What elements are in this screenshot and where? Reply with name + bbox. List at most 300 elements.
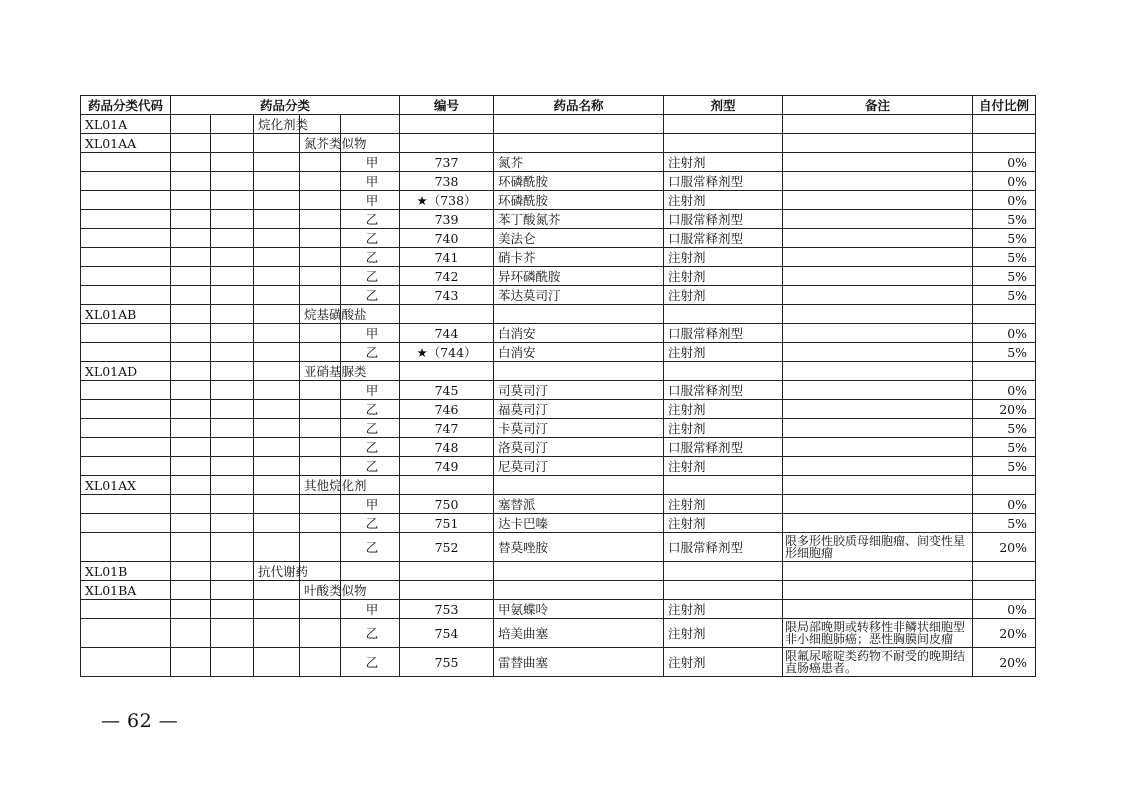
empty-cell bbox=[81, 495, 171, 514]
dosage-form: 口服常释剂型 bbox=[664, 381, 783, 400]
empty-cell bbox=[300, 438, 341, 457]
drug-note bbox=[783, 229, 973, 248]
empty-cell bbox=[783, 362, 973, 381]
category-code: XL01AB bbox=[81, 305, 171, 324]
drug-grade: 乙 bbox=[341, 267, 400, 286]
drug-number: 748 bbox=[400, 438, 494, 457]
empty-cell bbox=[211, 153, 254, 172]
empty-cell bbox=[494, 362, 664, 381]
page-number: — 62 — bbox=[101, 710, 179, 732]
dosage-form: 注射剂 bbox=[664, 514, 783, 533]
drug-name: 美法仑 bbox=[494, 229, 664, 248]
drug-row bbox=[81, 248, 1036, 267]
empty-cell bbox=[300, 419, 341, 438]
category-code: XL01AA bbox=[81, 134, 171, 153]
empty-cell bbox=[171, 533, 211, 562]
empty-cell bbox=[300, 172, 341, 191]
drug-note bbox=[783, 210, 973, 229]
self-pay-ratio: 0% bbox=[973, 324, 1036, 343]
category-code: XL01B bbox=[81, 562, 171, 581]
empty-cell bbox=[300, 153, 341, 172]
empty-cell bbox=[783, 562, 973, 581]
drug-note bbox=[783, 381, 973, 400]
empty-cell bbox=[171, 400, 211, 419]
empty-cell bbox=[300, 324, 341, 343]
drug-number: ★（738） bbox=[400, 191, 494, 210]
drug-number: 749 bbox=[400, 457, 494, 476]
empty-cell bbox=[171, 362, 211, 381]
empty-cell bbox=[81, 343, 171, 362]
drug-grade: 乙 bbox=[341, 419, 400, 438]
drug-grade: 乙 bbox=[341, 400, 400, 419]
empty-cell bbox=[171, 210, 211, 229]
dosage-form: 注射剂 bbox=[664, 343, 783, 362]
self-pay-ratio: 5% bbox=[973, 248, 1036, 267]
empty-cell bbox=[300, 600, 341, 619]
drug-name: 异环磷酰胺 bbox=[494, 267, 664, 286]
empty-cell bbox=[664, 562, 783, 581]
empty-cell bbox=[211, 562, 254, 581]
empty-cell bbox=[973, 134, 1036, 153]
empty-cell bbox=[211, 438, 254, 457]
empty-cell bbox=[81, 457, 171, 476]
drug-row bbox=[81, 210, 1036, 229]
empty-cell bbox=[341, 115, 400, 134]
empty-cell bbox=[254, 248, 300, 267]
empty-cell bbox=[211, 286, 254, 305]
drug-row bbox=[81, 324, 1036, 343]
drug-number: 755 bbox=[400, 648, 494, 677]
empty-cell bbox=[400, 476, 494, 495]
empty-cell bbox=[171, 305, 211, 324]
empty-cell bbox=[171, 172, 211, 191]
drug-row bbox=[81, 495, 1036, 514]
empty-cell bbox=[171, 648, 211, 677]
empty-cell bbox=[400, 562, 494, 581]
empty-cell bbox=[300, 248, 341, 267]
self-pay-ratio: 5% bbox=[973, 286, 1036, 305]
self-pay-ratio: 5% bbox=[973, 267, 1036, 286]
empty-cell bbox=[81, 229, 171, 248]
header-code: 药品分类代码 bbox=[81, 96, 171, 115]
empty-cell bbox=[171, 514, 211, 533]
empty-cell bbox=[81, 533, 171, 562]
drug-grade: 乙 bbox=[341, 533, 400, 562]
empty-cell bbox=[300, 381, 341, 400]
empty-cell bbox=[211, 619, 254, 648]
drug-name: 苯丁酸氮芥 bbox=[494, 210, 664, 229]
drug-number: 751 bbox=[400, 514, 494, 533]
empty-cell bbox=[81, 324, 171, 343]
empty-cell bbox=[211, 514, 254, 533]
drug-number: 740 bbox=[400, 229, 494, 248]
empty-cell bbox=[171, 134, 211, 153]
drug-grade: 乙 bbox=[341, 619, 400, 648]
empty-cell bbox=[171, 248, 211, 267]
empty-cell bbox=[81, 286, 171, 305]
drug-number: 743 bbox=[400, 286, 494, 305]
empty-cell bbox=[973, 476, 1036, 495]
self-pay-ratio: 5% bbox=[973, 419, 1036, 438]
category-name: 抗代谢药 bbox=[254, 562, 300, 581]
empty-cell bbox=[783, 305, 973, 324]
category-row bbox=[81, 562, 1036, 581]
empty-cell bbox=[171, 600, 211, 619]
drug-note bbox=[783, 343, 973, 362]
empty-cell bbox=[783, 476, 973, 495]
empty-cell bbox=[254, 153, 300, 172]
drug-name: 甲氨蝶呤 bbox=[494, 600, 664, 619]
drug-grade: 甲 bbox=[341, 191, 400, 210]
dosage-form: 口服常释剂型 bbox=[664, 229, 783, 248]
drug-name: 苯达莫司汀 bbox=[494, 286, 664, 305]
drug-row bbox=[81, 153, 1036, 172]
empty-cell bbox=[81, 619, 171, 648]
self-pay-ratio: 20% bbox=[973, 619, 1036, 648]
empty-cell bbox=[81, 172, 171, 191]
empty-cell bbox=[300, 457, 341, 476]
empty-cell bbox=[254, 514, 300, 533]
empty-cell bbox=[211, 229, 254, 248]
self-pay-ratio: 5% bbox=[973, 210, 1036, 229]
empty-cell bbox=[664, 581, 783, 600]
empty-cell bbox=[211, 381, 254, 400]
empty-cell bbox=[171, 343, 211, 362]
drug-row bbox=[81, 267, 1036, 286]
empty-cell bbox=[81, 600, 171, 619]
dosage-form: 口服常释剂型 bbox=[664, 438, 783, 457]
empty-cell bbox=[254, 419, 300, 438]
empty-cell bbox=[81, 381, 171, 400]
empty-cell bbox=[254, 457, 300, 476]
empty-cell bbox=[211, 172, 254, 191]
empty-cell bbox=[254, 619, 300, 648]
empty-cell bbox=[973, 115, 1036, 134]
empty-cell bbox=[211, 400, 254, 419]
dosage-form: 注射剂 bbox=[664, 648, 783, 677]
empty-cell bbox=[783, 134, 973, 153]
self-pay-ratio: 0% bbox=[973, 191, 1036, 210]
drug-number: 747 bbox=[400, 419, 494, 438]
empty-cell bbox=[254, 533, 300, 562]
empty-cell bbox=[300, 191, 341, 210]
drug-note bbox=[783, 457, 973, 476]
drug-name: 福莫司汀 bbox=[494, 400, 664, 419]
drug-row bbox=[81, 400, 1036, 419]
drug-row bbox=[81, 191, 1036, 210]
self-pay-ratio: 5% bbox=[973, 343, 1036, 362]
empty-cell bbox=[400, 115, 494, 134]
empty-cell bbox=[81, 648, 171, 677]
drug-grade: 乙 bbox=[341, 343, 400, 362]
empty-cell bbox=[171, 324, 211, 343]
drug-number: 742 bbox=[400, 267, 494, 286]
drug-grade: 甲 bbox=[341, 324, 400, 343]
empty-cell bbox=[171, 115, 211, 134]
empty-cell bbox=[400, 305, 494, 324]
drug-name: 培美曲塞 bbox=[494, 619, 664, 648]
dosage-form: 注射剂 bbox=[664, 191, 783, 210]
drug-row bbox=[81, 648, 1036, 677]
dosage-form: 注射剂 bbox=[664, 286, 783, 305]
drug-row bbox=[81, 286, 1036, 305]
empty-cell bbox=[973, 362, 1036, 381]
drug-name: 硝卡芥 bbox=[494, 248, 664, 267]
empty-cell bbox=[300, 533, 341, 562]
empty-cell bbox=[211, 267, 254, 286]
self-pay-ratio: 20% bbox=[973, 400, 1036, 419]
dosage-form: 注射剂 bbox=[664, 153, 783, 172]
drug-row bbox=[81, 533, 1036, 562]
drug-row bbox=[81, 419, 1036, 438]
drug-note: 限局部晚期或转移性非鳞状细胞型非小细胞肺癌；恶性胸膜间皮瘤 bbox=[783, 619, 973, 648]
empty-cell bbox=[171, 495, 211, 514]
dosage-form: 注射剂 bbox=[664, 619, 783, 648]
empty-cell bbox=[171, 191, 211, 210]
drug-grade: 甲 bbox=[341, 172, 400, 191]
category-row bbox=[81, 581, 1036, 600]
empty-cell bbox=[300, 229, 341, 248]
empty-cell bbox=[300, 514, 341, 533]
dosage-form: 注射剂 bbox=[664, 419, 783, 438]
drug-grade: 乙 bbox=[341, 248, 400, 267]
empty-cell bbox=[171, 419, 211, 438]
drug-name: 白消安 bbox=[494, 324, 664, 343]
empty-cell bbox=[664, 305, 783, 324]
empty-cell bbox=[400, 134, 494, 153]
drug-name: 替莫唑胺 bbox=[494, 533, 664, 562]
drug-grade: 乙 bbox=[341, 457, 400, 476]
table-body bbox=[81, 115, 1036, 677]
drug-number: 744 bbox=[400, 324, 494, 343]
drug-catalog-table bbox=[80, 95, 1036, 677]
category-code: XL01A bbox=[81, 115, 171, 134]
drug-note bbox=[783, 438, 973, 457]
self-pay-ratio: 0% bbox=[973, 600, 1036, 619]
empty-cell bbox=[254, 381, 300, 400]
category-code: XL01AX bbox=[81, 476, 171, 495]
empty-cell bbox=[211, 600, 254, 619]
drug-number: 750 bbox=[400, 495, 494, 514]
empty-cell bbox=[254, 600, 300, 619]
dosage-form: 口服常释剂型 bbox=[664, 210, 783, 229]
empty-cell bbox=[664, 134, 783, 153]
drug-note bbox=[783, 400, 973, 419]
empty-cell bbox=[254, 172, 300, 191]
drug-note bbox=[783, 153, 973, 172]
empty-cell bbox=[254, 191, 300, 210]
drug-row bbox=[81, 229, 1036, 248]
empty-cell bbox=[171, 457, 211, 476]
dosage-form: 口服常释剂型 bbox=[664, 324, 783, 343]
empty-cell bbox=[254, 495, 300, 514]
drug-name: 环磷酰胺 bbox=[494, 191, 664, 210]
empty-cell bbox=[783, 115, 973, 134]
dosage-form: 注射剂 bbox=[664, 457, 783, 476]
drug-name: 氮芥 bbox=[494, 153, 664, 172]
category-row bbox=[81, 305, 1036, 324]
drug-note bbox=[783, 514, 973, 533]
empty-cell bbox=[211, 191, 254, 210]
empty-cell bbox=[211, 648, 254, 677]
empty-cell bbox=[171, 619, 211, 648]
empty-cell bbox=[254, 134, 300, 153]
category-name: 烷基磺酸盐 bbox=[300, 305, 341, 324]
empty-cell bbox=[254, 324, 300, 343]
drug-number: 746 bbox=[400, 400, 494, 419]
empty-cell bbox=[341, 562, 400, 581]
self-pay-ratio: 0% bbox=[973, 153, 1036, 172]
empty-cell bbox=[171, 562, 211, 581]
category-code: XL01AD bbox=[81, 362, 171, 381]
empty-cell bbox=[211, 581, 254, 600]
drug-row bbox=[81, 172, 1036, 191]
self-pay-ratio: 0% bbox=[973, 495, 1036, 514]
drug-number: 739 bbox=[400, 210, 494, 229]
empty-cell bbox=[211, 533, 254, 562]
drug-name: 塞替派 bbox=[494, 495, 664, 514]
drug-name: 雷替曲塞 bbox=[494, 648, 664, 677]
category-code: XL01BA bbox=[81, 581, 171, 600]
self-pay-ratio: 5% bbox=[973, 514, 1036, 533]
header-ratio: 自付比例 bbox=[973, 96, 1036, 115]
empty-cell bbox=[81, 191, 171, 210]
dosage-form: 注射剂 bbox=[664, 248, 783, 267]
empty-cell bbox=[494, 581, 664, 600]
drug-name: 洛莫司汀 bbox=[494, 438, 664, 457]
empty-cell bbox=[211, 248, 254, 267]
drug-note bbox=[783, 267, 973, 286]
empty-cell bbox=[300, 619, 341, 648]
drug-note bbox=[783, 248, 973, 267]
empty-cell bbox=[973, 581, 1036, 600]
self-pay-ratio: 5% bbox=[973, 438, 1036, 457]
empty-cell bbox=[81, 419, 171, 438]
empty-cell bbox=[171, 286, 211, 305]
drug-name: 达卡巴嗪 bbox=[494, 514, 664, 533]
drug-name: 司莫司汀 bbox=[494, 381, 664, 400]
empty-cell bbox=[254, 343, 300, 362]
empty-cell bbox=[973, 562, 1036, 581]
drug-name: 尼莫司汀 bbox=[494, 457, 664, 476]
empty-cell bbox=[254, 438, 300, 457]
category-row bbox=[81, 115, 1036, 134]
drug-name: 卡莫司汀 bbox=[494, 419, 664, 438]
drug-row bbox=[81, 343, 1036, 362]
empty-cell bbox=[171, 476, 211, 495]
drug-name: 白消安 bbox=[494, 343, 664, 362]
empty-cell bbox=[300, 400, 341, 419]
empty-cell bbox=[494, 115, 664, 134]
empty-cell bbox=[81, 400, 171, 419]
drug-note bbox=[783, 600, 973, 619]
self-pay-ratio: 0% bbox=[973, 172, 1036, 191]
drug-note bbox=[783, 419, 973, 438]
self-pay-ratio: 5% bbox=[973, 457, 1036, 476]
empty-cell bbox=[81, 514, 171, 533]
empty-cell bbox=[81, 248, 171, 267]
category-row bbox=[81, 476, 1036, 495]
category-name: 叶酸类似物 bbox=[300, 581, 341, 600]
drug-row bbox=[81, 457, 1036, 476]
drug-note: 限多形性胶质母细胞瘤、间变性星形细胞瘤 bbox=[783, 533, 973, 562]
drug-row bbox=[81, 600, 1036, 619]
header-number: 编号 bbox=[400, 96, 494, 115]
empty-cell bbox=[81, 438, 171, 457]
drug-note bbox=[783, 286, 973, 305]
empty-cell bbox=[300, 210, 341, 229]
drug-grade: 乙 bbox=[341, 514, 400, 533]
drug-number: 745 bbox=[400, 381, 494, 400]
drug-note bbox=[783, 324, 973, 343]
empty-cell bbox=[664, 115, 783, 134]
empty-cell bbox=[300, 648, 341, 677]
empty-cell bbox=[783, 581, 973, 600]
drug-grade: 乙 bbox=[341, 438, 400, 457]
empty-cell bbox=[300, 267, 341, 286]
dosage-form: 注射剂 bbox=[664, 600, 783, 619]
empty-cell bbox=[211, 495, 254, 514]
empty-cell bbox=[211, 362, 254, 381]
empty-cell bbox=[211, 419, 254, 438]
empty-cell bbox=[211, 305, 254, 324]
empty-cell bbox=[211, 457, 254, 476]
dosage-form: 口服常释剂型 bbox=[664, 172, 783, 191]
drug-number: 741 bbox=[400, 248, 494, 267]
empty-cell bbox=[171, 381, 211, 400]
header-category: 药品分类 bbox=[171, 96, 400, 115]
category-row bbox=[81, 134, 1036, 153]
empty-cell bbox=[254, 267, 300, 286]
empty-cell bbox=[254, 476, 300, 495]
drug-grade: 甲 bbox=[341, 495, 400, 514]
empty-cell bbox=[254, 362, 300, 381]
drug-number: 752 bbox=[400, 533, 494, 562]
empty-cell bbox=[81, 267, 171, 286]
dosage-form: 注射剂 bbox=[664, 495, 783, 514]
empty-cell bbox=[211, 324, 254, 343]
drug-number: 737 bbox=[400, 153, 494, 172]
empty-cell bbox=[81, 153, 171, 172]
empty-cell bbox=[171, 229, 211, 248]
empty-cell bbox=[171, 581, 211, 600]
dosage-form: 口服常释剂型 bbox=[664, 533, 783, 562]
drug-note bbox=[783, 495, 973, 514]
drug-note bbox=[783, 172, 973, 191]
category-name: 氮芥类似物 bbox=[300, 134, 341, 153]
drug-name: 环磷酰胺 bbox=[494, 172, 664, 191]
empty-cell bbox=[400, 362, 494, 381]
empty-cell bbox=[254, 210, 300, 229]
empty-cell bbox=[300, 495, 341, 514]
empty-cell bbox=[664, 476, 783, 495]
header-form: 剂型 bbox=[664, 96, 783, 115]
empty-cell bbox=[300, 343, 341, 362]
drug-note: 限氟尿嘧啶类药物不耐受的晚期结直肠癌患者。 bbox=[783, 648, 973, 677]
empty-cell bbox=[494, 305, 664, 324]
drug-number: ★（744） bbox=[400, 343, 494, 362]
category-name: 亚硝基脲类 bbox=[300, 362, 341, 381]
drug-note bbox=[783, 191, 973, 210]
empty-cell bbox=[494, 476, 664, 495]
drug-grade: 甲 bbox=[341, 600, 400, 619]
drug-grade: 甲 bbox=[341, 153, 400, 172]
empty-cell bbox=[81, 210, 171, 229]
drug-grade: 甲 bbox=[341, 381, 400, 400]
header-name: 药品名称 bbox=[494, 96, 664, 115]
empty-cell bbox=[171, 267, 211, 286]
empty-cell bbox=[254, 581, 300, 600]
